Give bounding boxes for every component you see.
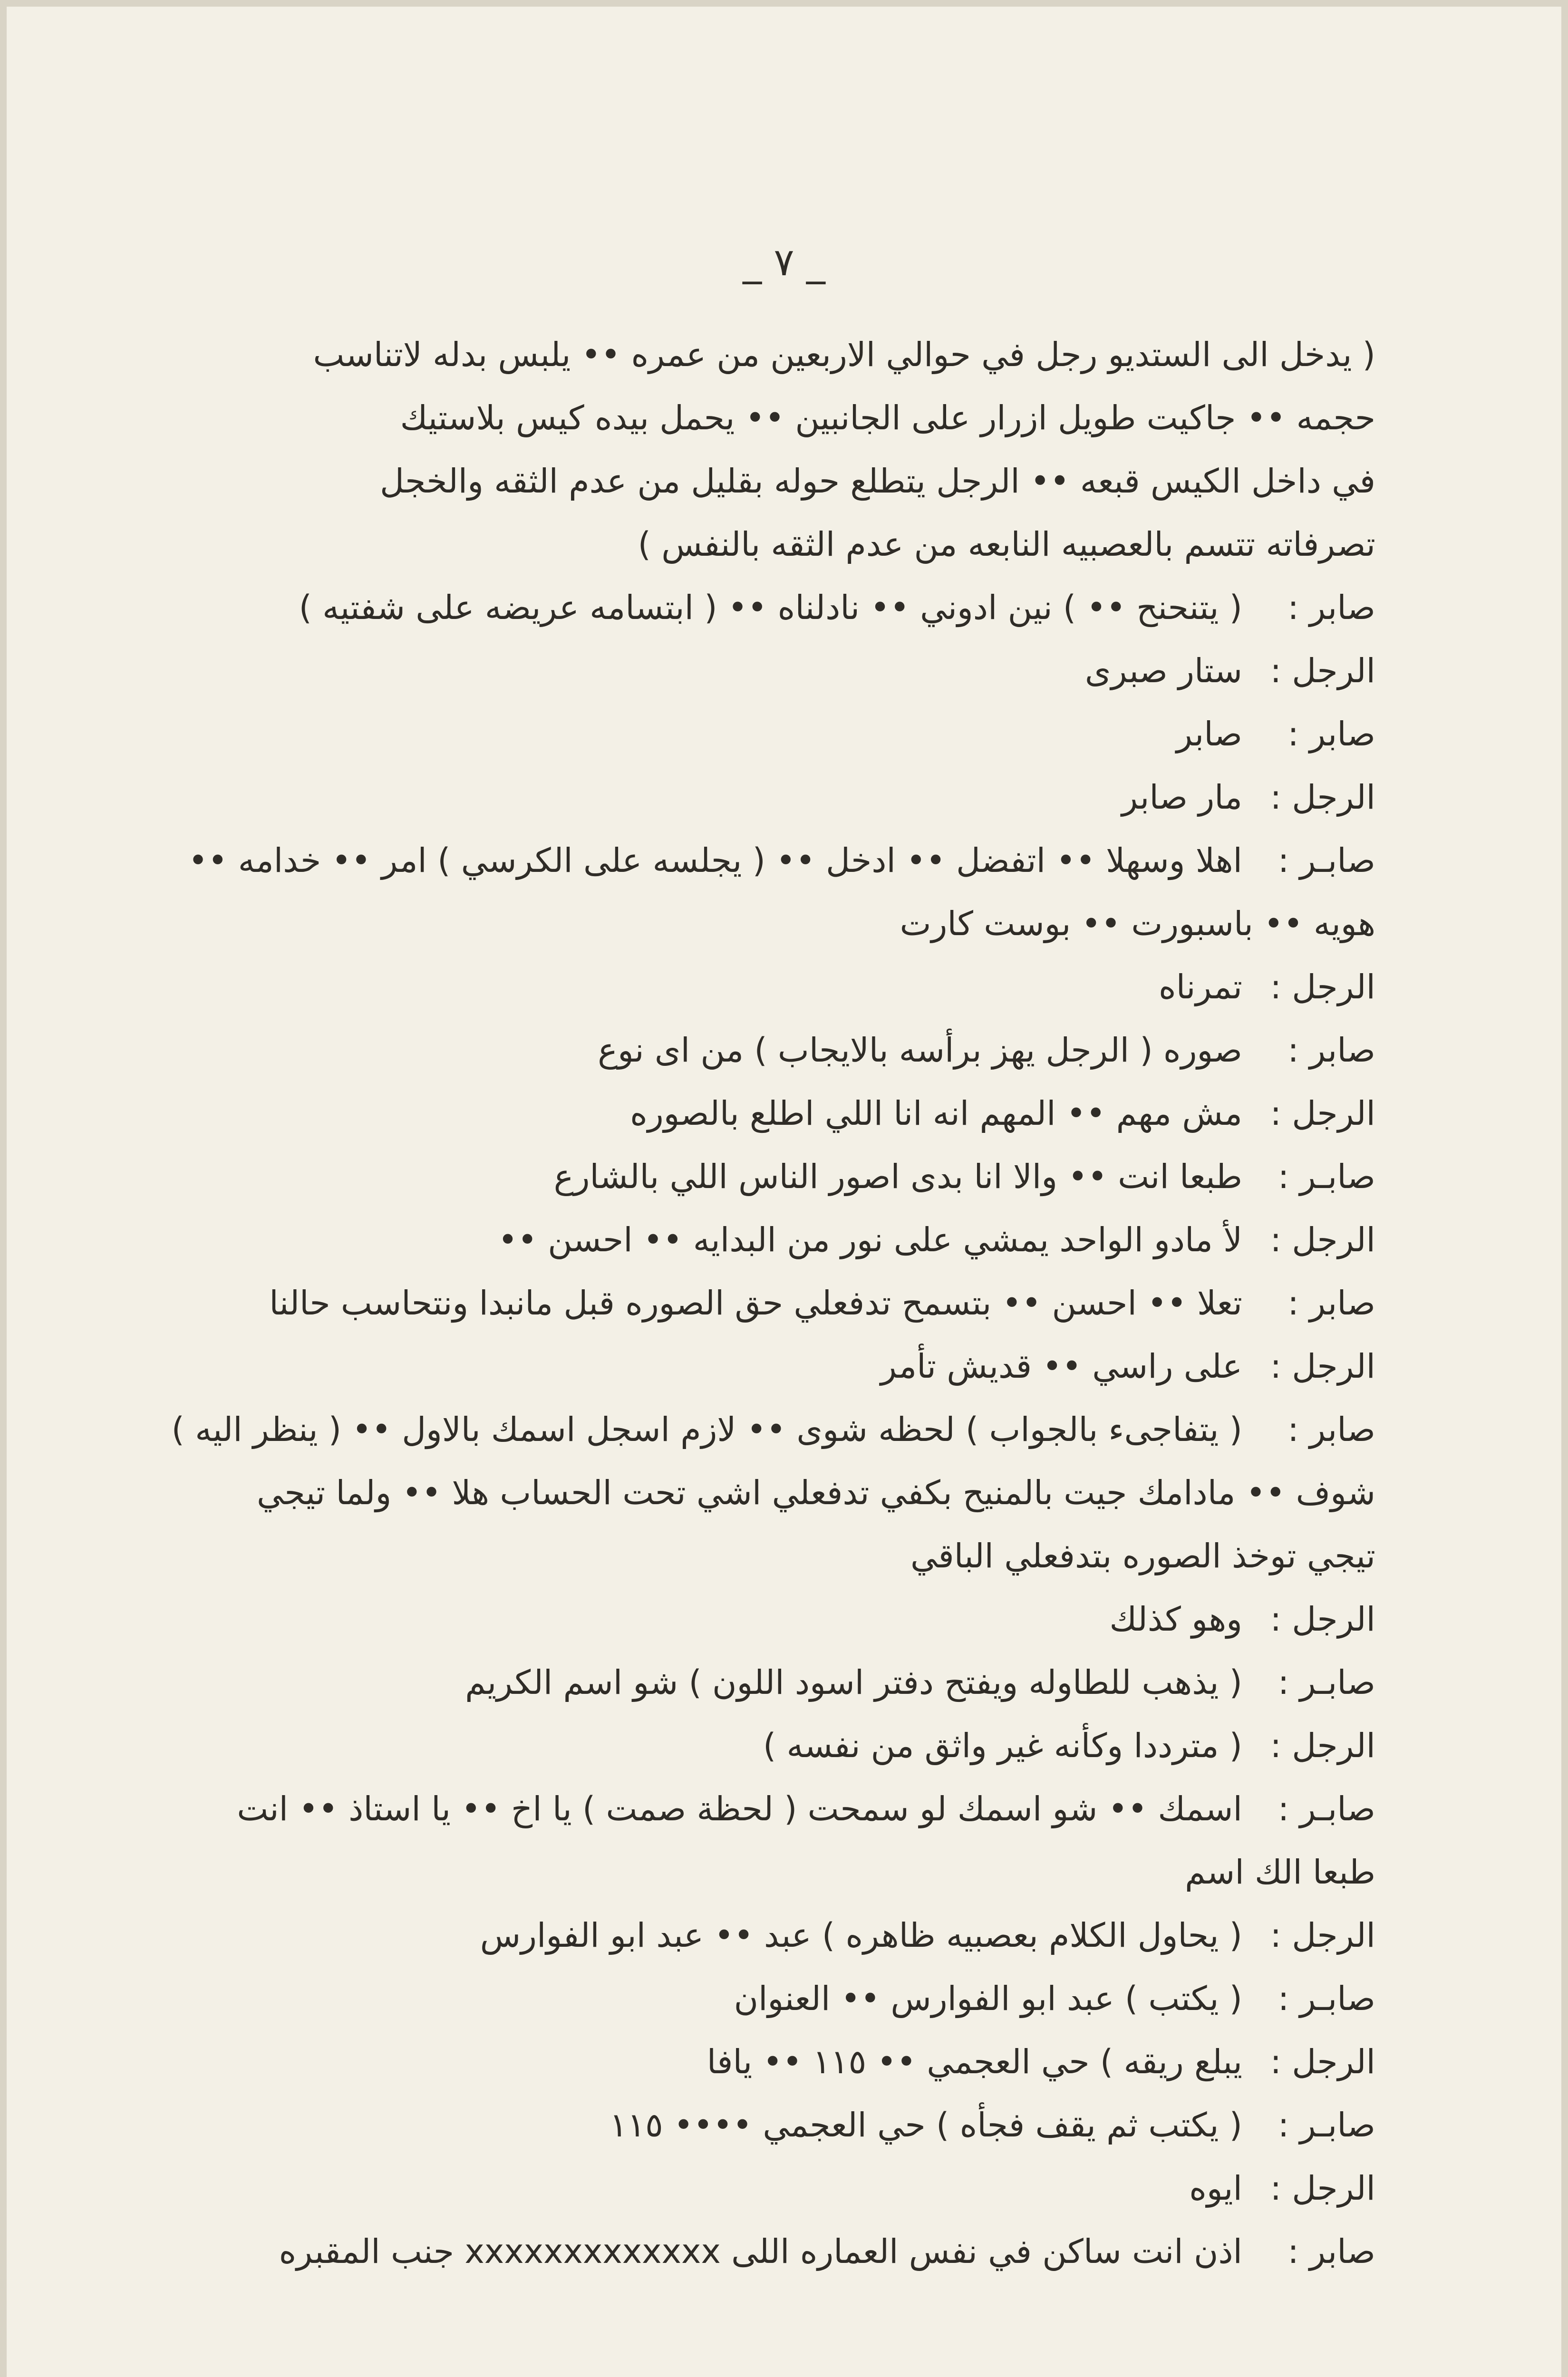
speaker-label: الرجل : — [1270, 1220, 1375, 1259]
speaker-label: صابر : — [1287, 1284, 1375, 1323]
speaker-label: الرجل : — [1270, 651, 1375, 690]
dialogue-line — [168, 956, 1375, 1019]
dialogue-text: ( يتنحنح •• ) نين ادوني •• نادلناه •• ( ابتسامه عريضه على شفتيه ) — [299, 588, 1242, 627]
dialogue-text: ايوه — [1189, 2169, 1242, 2208]
dialogue-line — [168, 2094, 1375, 2157]
speaker-label: صابر : — [1287, 2232, 1375, 2271]
dialogue-line — [168, 829, 1375, 892]
dialogue-line — [168, 1904, 1375, 1967]
dialogue-text: مار صابر — [1122, 778, 1242, 817]
dialogue-text: اذن انت ساكن في نفس العماره اللى xxxxxxxxxxxxx جنب المقبره — [279, 2232, 1242, 2271]
line-text: ( يدخل الى الستديو رجل في حوالي الاربعين من عمره •• يلبس بدله لاتناسب — [313, 335, 1375, 374]
dialogue-text: ( يكتب ثم يقف فجأه ) حي العجمي •••• ١١٥ — [609, 2106, 1242, 2145]
dialogue-line — [168, 2030, 1375, 2094]
continuation-line — [168, 387, 1375, 450]
speaker-label: صابر : — [1287, 715, 1375, 754]
speaker-label: صابـر : — [1278, 841, 1375, 880]
dialogue-line — [168, 1272, 1375, 1335]
line-text: شوف •• مادامك جيت بالمنيح بكفي تدفعلي اشي تحت الحساب هلا •• ولما تيجي — [257, 1473, 1375, 1512]
line-text: في داخل الكيس قبعه •• الرجل يتطلع حوله بقليل من عدم الثقه والخجل — [379, 462, 1375, 501]
speaker-label: الرجل : — [1270, 2169, 1375, 2208]
dialogue-line — [168, 1967, 1375, 2030]
dialogue-text: اسمك •• شو اسمك لو سمحت ( لحظة صمت ) يا اخ •• يا استاذ •• انت — [237, 1789, 1242, 1828]
speaker-label: صابر : — [1287, 1410, 1375, 1449]
dialogue-line — [168, 1208, 1375, 1272]
dialogue-line — [168, 766, 1375, 829]
line-text: حجمه •• جاكيت طويل ازرار على الجانبين •• يحمل بيده كيس بلاستيك — [400, 398, 1375, 437]
dialogue-line — [168, 1778, 1375, 1841]
dialogue-text: على راسي •• قديش تأمر — [881, 1347, 1242, 1386]
speaker-label: صابـر : — [1278, 1663, 1375, 1702]
dialogue-line — [168, 1398, 1375, 1461]
speaker-label: صابـر : — [1278, 1157, 1375, 1196]
dialogue-line — [168, 1651, 1375, 1714]
speaker-label: الرجل : — [1270, 1726, 1375, 1765]
speaker-label: الرجل : — [1270, 1347, 1375, 1386]
speaker-label: صابر : — [1287, 1031, 1375, 1070]
dialogue-line — [168, 1588, 1375, 1651]
continuation-line — [168, 323, 1375, 387]
dialogue-line — [168, 576, 1375, 639]
line-text: تيجي توخذ الصوره بتدفعلي الباقي — [910, 1536, 1375, 1575]
continuation-line — [168, 513, 1375, 576]
dialogue-text: وهو كذلك — [1109, 1600, 1242, 1639]
speaker-label: الرجل : — [1270, 1600, 1375, 1639]
dialogue-text: مش مهم •• المهم انه انا اللي اطلع بالصوره — [630, 1094, 1242, 1133]
dialogue-line — [168, 2220, 1375, 2283]
speaker-label: صابـر : — [1278, 1789, 1375, 1828]
line-text: طبعا الك اسم — [1185, 1853, 1375, 1892]
dialogue-text: طبعا انت •• والا انا بدى اصور الناس اللي بالشارع — [553, 1157, 1242, 1196]
line-text: هويه •• باسبورت •• بوست كارت — [900, 904, 1375, 943]
speaker-label: الرجل : — [1270, 778, 1375, 817]
dialogue-text: اهلا وسهلا •• اتفضل •• ادخل •• ( يجلسه على الكرسي ) امر •• خدامه •• — [188, 841, 1242, 880]
speaker-label: صابـر : — [1278, 2106, 1375, 2145]
page-number: _ ٧ _ — [743, 240, 825, 284]
line-text: تصرفاته تتسم بالعصبيه النابعه من عدم الثقه بالنفس ) — [638, 525, 1375, 564]
continuation-line — [168, 892, 1375, 956]
speaker-label: صابـر : — [1278, 1979, 1375, 2018]
dialogue-text: صوره ( الرجل يهز برأسه بالايجاب ) من اى نوع — [598, 1031, 1242, 1070]
dialogue-text: ( يذهب للطاوله ويفتح دفتر اسود اللون ) شو اسم الكريم — [465, 1663, 1242, 1702]
speaker-label: الرجل : — [1270, 1094, 1375, 1133]
dialogue-line — [168, 639, 1375, 703]
dialogue-text: ( يحاول الكلام بعصبيه ظاهره ) عبد •• عبد ابو الفوارس — [480, 1916, 1242, 1955]
speaker-label: صابر : — [1287, 588, 1375, 627]
dialogue-line — [168, 703, 1375, 766]
continuation-line — [168, 450, 1375, 513]
dialogue-line — [168, 2157, 1375, 2220]
dialogue-line — [168, 1145, 1375, 1208]
continuation-line — [168, 1841, 1375, 1904]
dialogue-text: صابر — [1176, 715, 1242, 754]
dialogue-line — [168, 1714, 1375, 1778]
speaker-label: الرجل : — [1270, 1916, 1375, 1955]
continuation-line — [168, 1461, 1375, 1525]
dialogue-text: لأ مادو الواحد يمشي على نور من البدايه •• احسن •• — [498, 1220, 1242, 1259]
dialogue-text: تعلا •• احسن •• بتسمح تدفعلي حق الصوره قبل مانبدا ونتحاسب حالنا — [269, 1284, 1242, 1323]
dialogue-line — [168, 1082, 1375, 1145]
dialogue-text: تمرناه — [1158, 967, 1242, 1006]
speaker-label: الرجل : — [1270, 2042, 1375, 2081]
speaker-label: الرجل : — [1270, 967, 1375, 1006]
dialogue-text: يبلع ريقه ) حي العجمي •• ١١٥ •• يافا — [707, 2042, 1242, 2081]
continuation-line — [168, 1525, 1375, 1588]
dialogue-text: ( مترددا وكأنه غير واثق من نفسه ) — [763, 1726, 1242, 1765]
script-text — [168, 323, 1375, 2283]
dialogue-text: ستار صبرى — [1084, 651, 1242, 690]
dialogue-text: ( يكتب ) عبد ابو الفوارس •• العنوان — [734, 1979, 1242, 2018]
dialogue-line — [168, 1335, 1375, 1398]
dialogue-text: ( يتفاجىء بالجواب ) لحظه شوى •• لازم اسجل اسمك بالاول •• ( ينظر اليه ) — [171, 1410, 1242, 1449]
dialogue-line — [168, 1019, 1375, 1082]
